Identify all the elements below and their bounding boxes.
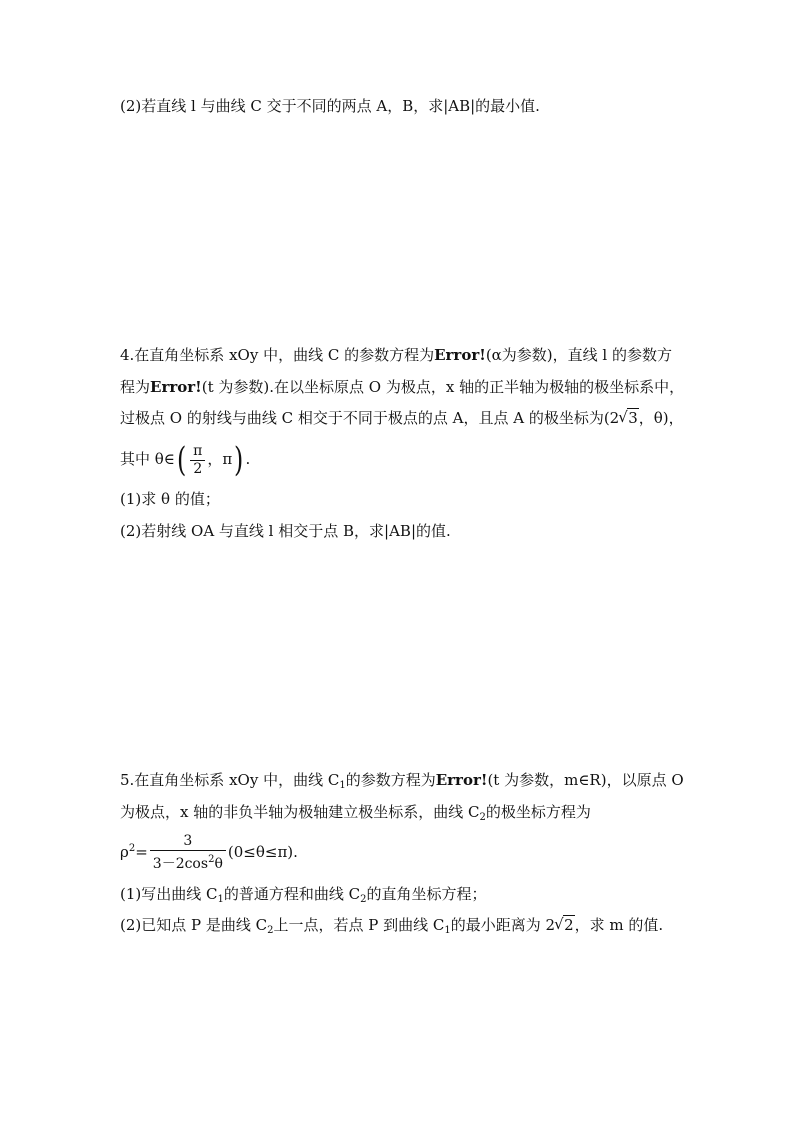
q5-line3 — [120, 831, 298, 873]
q5-part2-text-b: 上一点，若点 P 到曲线 C — [273, 916, 445, 934]
q4-line3-text-b: ，θ)， — [638, 409, 684, 427]
q5-part2-text-c: 的最小距离为 2 — [450, 916, 556, 934]
q4-line2-text-b: (t 为参数).在以坐标原点 O 为极点，x 轴的正半轴为极轴的极坐标系中， — [201, 378, 685, 396]
q3-part2-text: (2)若直线 l 与曲线 C 交于不同的两点 A，B，求|AB|的最小值. — [120, 97, 540, 115]
q4-line4 — [120, 441, 250, 478]
subscript: 1 — [444, 925, 451, 936]
q4-part2 — [120, 521, 451, 541]
q5-line1-text-a: 5.在直角坐标系 xOy 中，曲线 C — [120, 771, 340, 789]
q5-line1-text-b: 的参数方程为 — [345, 771, 436, 789]
q5-line2-text-b: 的极坐标方程为 — [485, 803, 591, 821]
right-paren: ) — [234, 440, 244, 480]
subscript: 2 — [360, 894, 367, 905]
subscript: 1 — [339, 780, 346, 791]
q4-part1-text: (1)求 θ 的值； — [120, 490, 220, 508]
left-paren: ( — [176, 440, 187, 480]
fraction-numerator: 3 — [183, 833, 193, 849]
sqrt-radicand: 2 — [564, 916, 574, 934]
subscript: 2 — [479, 812, 486, 823]
q4-error-field-1: Error! — [434, 346, 486, 364]
q5-part2 — [120, 915, 663, 941]
q5-line1 — [120, 770, 684, 796]
q4-line4-text-c: . — [245, 450, 251, 468]
q5-part1-text-a: (1)写出曲线 C — [120, 885, 218, 903]
q5-part2-text-a: (2)已知点 P 是曲线 C — [120, 916, 268, 934]
sqrt-radicand: 3 — [628, 409, 638, 427]
q4-line1-text-a: 4.在直角坐标系 xOy 中，曲线 C 的参数方程为 — [120, 346, 435, 364]
q4-part1 — [120, 489, 220, 509]
q4-line4-text-a: 其中 θ∈ — [120, 450, 175, 468]
q4-part2-text: (2)若射线 OA 与直线 l 相交于点 B，求|AB|的值. — [120, 522, 451, 540]
q5-line2 — [120, 802, 591, 828]
superscript: 2 — [128, 843, 136, 854]
q4-error-field-2: Error! — [150, 378, 202, 396]
q4-line2-text-a: 程为 — [120, 378, 151, 396]
q4-line3-text-a: 过极点 O 的射线与曲线 C 相交于不同于极点的点 A，且点 A 的极坐标为(2 — [120, 409, 620, 427]
equals-sign: = — [135, 843, 148, 861]
q4-line2 — [120, 377, 684, 397]
subscript: 2 — [267, 925, 274, 936]
superscript: 2 — [208, 854, 215, 865]
q4-line4-text-b: ，π — [207, 450, 233, 468]
q5-line1-text-c: (t 为参数，m∈R)，以原点 O — [487, 771, 684, 789]
q4-line1 — [120, 345, 672, 365]
q5-line3-text-b: (0≤θ≤π). — [227, 843, 298, 861]
q5-part1-text-b: 的普通方程和曲线 C — [223, 885, 361, 903]
q4-line1-text-b: (α为参数)，直线 l 的参数方 — [485, 346, 672, 364]
q5-part1 — [120, 884, 487, 910]
fraction-denominator — [150, 850, 226, 873]
sqrt-symbol — [555, 915, 575, 935]
fraction — [150, 833, 226, 873]
denominator-text-a: 3－2cos — [152, 856, 209, 872]
fraction-denominator: 2 — [190, 460, 205, 478]
fraction — [190, 443, 205, 478]
q4-line3 — [120, 408, 684, 428]
subscript: 1 — [217, 894, 224, 905]
sqrt-symbol — [619, 408, 639, 428]
q3-part2 — [120, 96, 540, 116]
q5-error-field: Error! — [435, 771, 488, 789]
q5-part1-text-c: 的直角坐标方程； — [366, 885, 487, 903]
fraction-numerator: π — [193, 442, 203, 459]
q5-part2-text-d: ，求 m 的值. — [574, 916, 664, 934]
rho-symbol: ρ — [120, 843, 129, 861]
q5-line2-text-a: 为极点，x 轴的非负半轴为极轴建立极坐标系，曲线 C — [120, 803, 480, 821]
denominator-text-b: θ — [214, 856, 223, 872]
